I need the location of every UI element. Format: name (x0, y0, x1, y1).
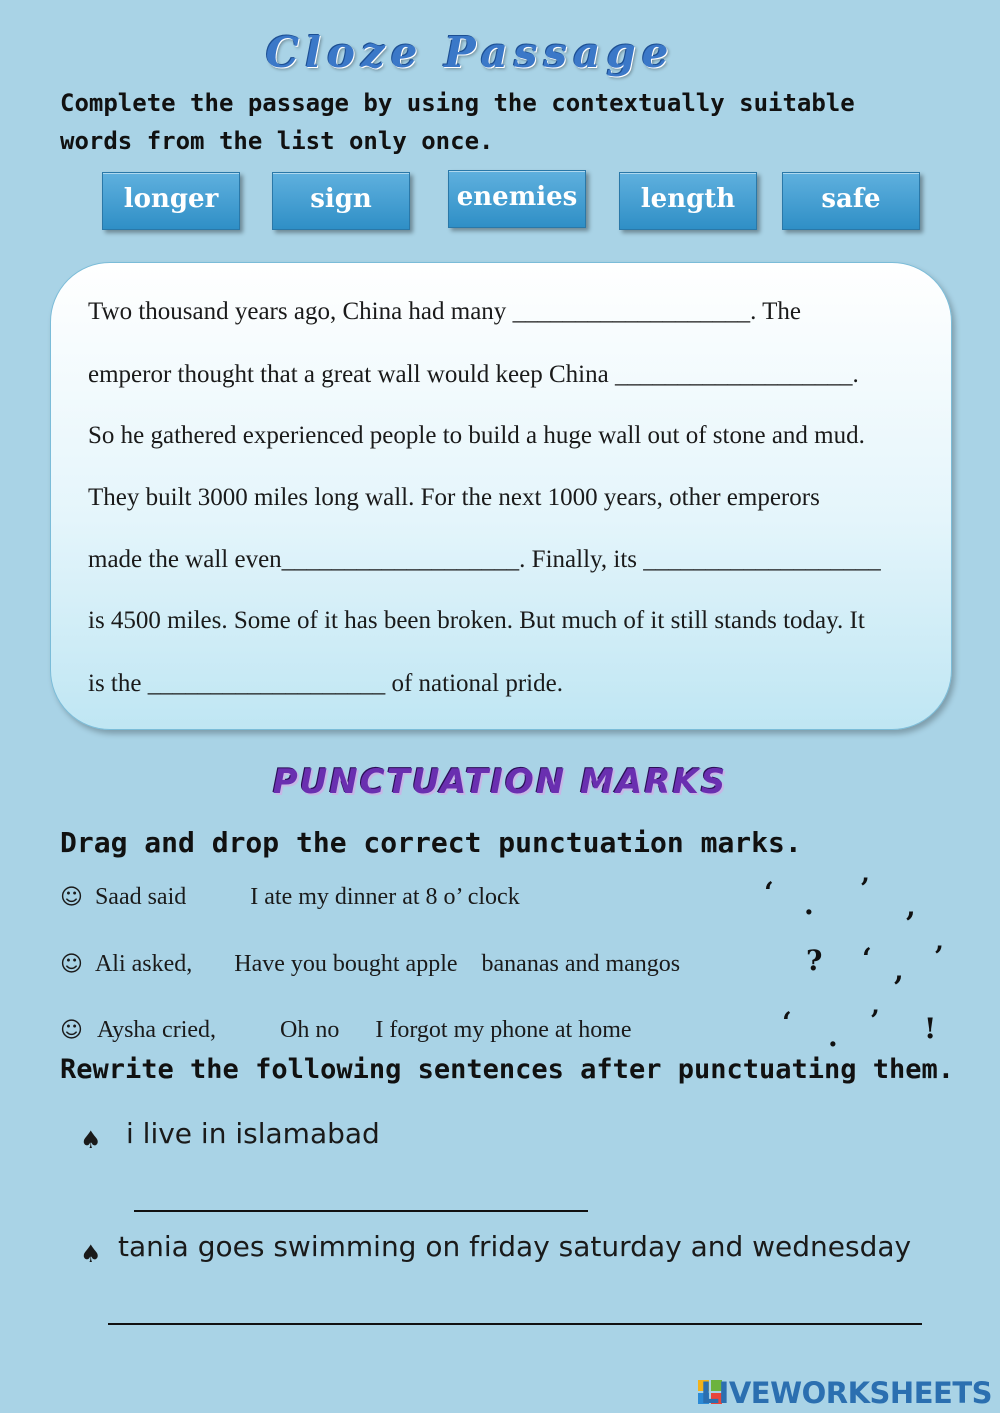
passage-line-4: They built 3000 miles long wall. For the next 1000 years, other emperors (88, 484, 820, 511)
word-tile-longer[interactable]: longer (102, 172, 240, 230)
mark-open-quote[interactable]: ‘ (862, 942, 872, 975)
passage-line-7 (88, 670, 563, 698)
mark-close-quote[interactable]: ’ (870, 1004, 880, 1037)
page-title: Cloze Passage (265, 28, 675, 77)
mark-close-quote[interactable]: ’ (934, 940, 944, 973)
spade-icon: ♠ (80, 1240, 102, 1268)
mark-full-stop[interactable]: . (804, 888, 814, 921)
sentence: I ate my dinner at 8 o’ clock (250, 884, 520, 910)
speaker: Ali asked, (94, 951, 193, 977)
rewrite-sentence-1: i live in islamabad (126, 1117, 380, 1150)
smiley-icon: ☺ (60, 1018, 83, 1043)
blank-input-5[interactable]: ___________________ (147, 670, 386, 697)
passage-line-5 (88, 546, 881, 574)
passage-text: is the (88, 670, 142, 697)
punct-row-1 (60, 884, 520, 911)
punctuation-title: PUNCTUATION MARKS (272, 762, 728, 802)
sentence-part-b: I forgot my phone at home (375, 1017, 632, 1043)
blank-input-2[interactable]: ___________________ (614, 361, 853, 388)
sentence-part-b: bananas and mangos (481, 951, 681, 977)
word-tile-sign[interactable]: sign (272, 172, 410, 230)
drag-instructions: Drag and drop the correct punctuation marks. (60, 826, 802, 859)
speaker: Aysha cried, (96, 1017, 217, 1043)
mark-comma[interactable]: , (906, 890, 916, 923)
mark-open-quote[interactable]: ‘ (764, 876, 774, 909)
sentence-part-a: Have you bought apple (234, 951, 458, 977)
sentence-part-a: Oh no (280, 1017, 340, 1043)
passage-line-3: So he gathered experienced people to build a huge wall out of stone and mud. (88, 422, 865, 449)
passage-text: . Finally, its (519, 546, 638, 573)
word-tile-safe[interactable]: safe (782, 172, 920, 230)
passage-text: . The (750, 298, 801, 325)
smiley-icon: ☺ (60, 885, 83, 910)
rewrite-sentence-2: tania goes swimming on friday saturday and wednesday (118, 1230, 912, 1263)
answer-line-1[interactable] (134, 1210, 588, 1212)
speaker: Saad said (94, 884, 187, 910)
blank-input-4[interactable]: ___________________ (643, 546, 881, 573)
mark-full-stop[interactable]: . (828, 1020, 838, 1053)
rewrite-instructions: Rewrite the following sentences after punctuating them. (60, 1054, 955, 1085)
spade-icon: ♠ (80, 1126, 102, 1154)
blank-input-3[interactable]: ___________________ (281, 546, 520, 573)
passage-text: . (852, 361, 859, 388)
passage-line-2 (88, 361, 859, 389)
passage-line-6: is 4500 miles. Some of it has been broken. But much of it still stands today. It (88, 607, 865, 634)
mark-comma[interactable]: , (894, 954, 904, 987)
punct-row-3 (60, 1017, 632, 1044)
word-tile-enemies[interactable]: enemies (448, 170, 586, 228)
answer-line-2[interactable] (108, 1323, 922, 1325)
mark-open-quote[interactable]: ‘ (782, 1006, 792, 1039)
passage-text: Two thousand years ago, China had many (88, 298, 507, 325)
word-tile-length[interactable]: length (619, 172, 757, 230)
mark-close-quote[interactable]: ’ (860, 872, 870, 905)
mark-question[interactable]: ? (806, 944, 823, 977)
passage-text: emperor thought that a great wall would keep China (88, 361, 609, 388)
punct-row-2 (60, 951, 680, 978)
smiley-icon: ☺ (60, 952, 83, 977)
passage-text: of national pride. (391, 670, 563, 697)
mark-exclamation[interactable]: ! (924, 1012, 937, 1045)
blank-input-1[interactable]: ___________________ (512, 298, 751, 325)
passage-text: made the wall even (88, 546, 282, 573)
passage-line-1 (88, 298, 801, 326)
cloze-instructions: Complete the passage by using the contextually suitable words from the list only once. (60, 89, 855, 155)
brand-name: LIVEWORKSHEETS (700, 1376, 992, 1410)
